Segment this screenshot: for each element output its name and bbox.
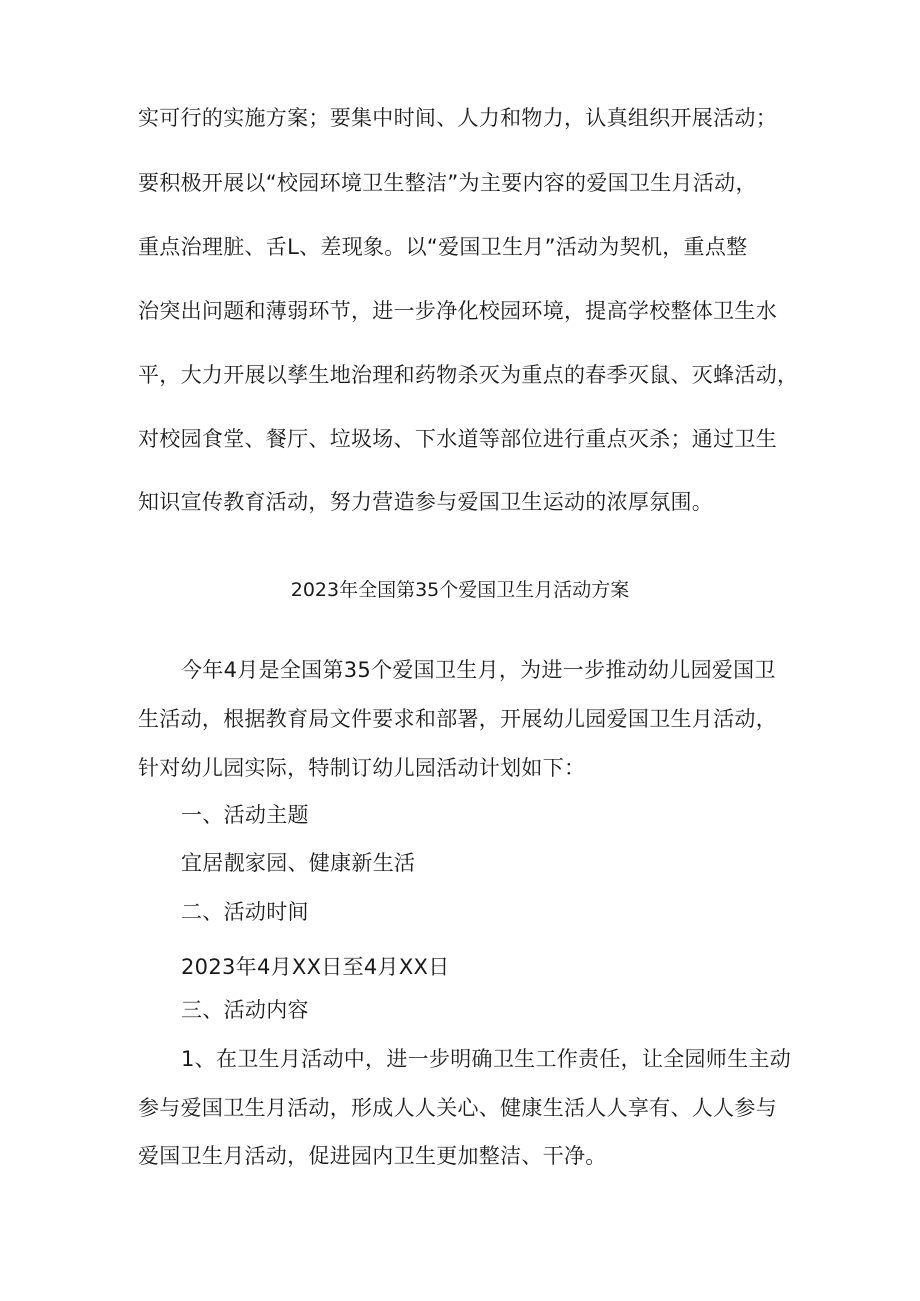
section-heading-content: 三、活动内容 xyxy=(181,998,309,1022)
intro-line: 生活动，根据教育局文件要求和部署，开展幼儿园爱国卫生月活动， xyxy=(138,707,777,731)
paragraph-line: 治突出问题和薄弱环节，进一步净化校园环境，提高学校整体卫生水 xyxy=(138,299,777,323)
section-text-time: 2023年4月XX日至4月XX日 xyxy=(181,955,450,979)
paragraph-line: 要积极开展以“校园环境卫生整洁”为主要内容的爱国卫生月活动， xyxy=(138,171,757,195)
document-title: 2023年全国第35个爱国卫生月活动方案 xyxy=(290,579,630,601)
paragraph-line: 重点治理脏、舌L、差现象。以“爱国卫生月”活动为契机，重点整 xyxy=(138,235,748,259)
section-heading-time: 二、活动时间 xyxy=(181,900,309,924)
content-line: 爱国卫生月活动，促进园内卫生更加整洁、干净。 xyxy=(138,1144,607,1168)
paragraph-line: 实可行的实施方案；要集中时间、人力和物力，认真组织开展活动； xyxy=(138,106,777,130)
intro-line: 针对幼儿园实际，特制订幼儿园活动计划如下： xyxy=(138,756,586,780)
paragraph-line: 平，大力开展以孳生地治理和药物杀灭为重点的春季灭鼠、灭蜂活动， xyxy=(138,363,799,387)
content-line: 1、在卫生月活动中，进一步明确卫生工作责任，让全园师生主动 xyxy=(181,1047,792,1071)
paragraph-line: 知识宣传教育活动，努力营造参与爱国卫生运动的浓厚氛围。 xyxy=(138,490,714,514)
paragraph-line: 对校园食堂、餐厅、垃圾场、下水道等部位进行重点灭杀；通过卫生 xyxy=(138,427,777,451)
content-line: 参与爱国卫生月活动，形成人人关心、健康生活人人享有、人人参与 xyxy=(138,1096,777,1120)
intro-line: 今年4月是全国第35个爱国卫生月，为进一步推动幼儿园爱国卫 xyxy=(181,658,776,682)
section-heading-theme: 一、活动主题 xyxy=(181,803,309,827)
section-text-theme: 宜居靓家园、健康新生活 xyxy=(181,851,416,875)
